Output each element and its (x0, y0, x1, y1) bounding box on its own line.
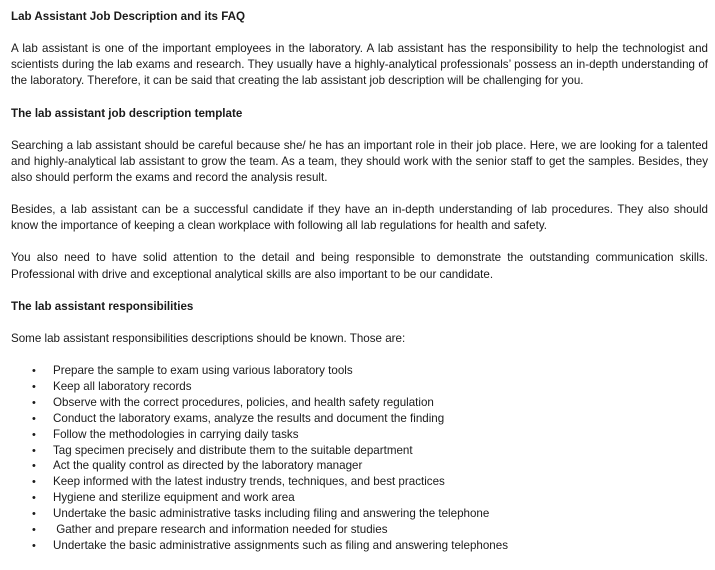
list-item-text: Tag specimen precisely and distribute them to the suitable department (53, 443, 413, 457)
template-paragraph-2: Besides, a lab assistant can be a successful candidate if they have an in-depth understanding of lab procedures. They also should know the importance of keeping a clean workplace with following all lab regulations for health and safety. (11, 203, 708, 233)
list-item (11, 474, 708, 490)
spacer (11, 186, 708, 202)
bullet-icon: • (32, 396, 36, 409)
spacer (11, 234, 708, 250)
list-item (11, 379, 708, 395)
responsibilities-list (11, 363, 708, 554)
spacer (11, 347, 708, 363)
list-item (11, 411, 708, 427)
list-item (11, 506, 708, 522)
template-paragraph-3: You also need to have solid attention to the detail and being responsible to demonstrate the outstanding communication skills. Professional with drive and exceptional analytical skills are also important to be our candidate. (11, 251, 708, 281)
list-item (11, 363, 708, 379)
list-item-text: Undertake the basic administrative tasks including filing and answering the telephone (53, 507, 490, 521)
list-item-text: Conduct the laboratory exams, analyze the results and document the finding (53, 411, 445, 425)
spacer (11, 25, 708, 41)
list-item (11, 443, 708, 459)
bullet-icon: • (32, 412, 36, 425)
bullet-icon: • (32, 523, 36, 536)
bullet-icon: • (32, 476, 36, 489)
list-item-text: Follow the methodologies in carrying daily tasks (53, 427, 299, 441)
list-item (11, 458, 708, 474)
spacer (11, 283, 708, 299)
list-item (11, 490, 708, 506)
page-title: Lab Assistant Job Description and its FAQ (11, 10, 246, 23)
list-item (11, 522, 708, 538)
list-item (11, 395, 708, 411)
section-heading-template: The lab assistant job description template (11, 106, 243, 120)
spacer (11, 122, 708, 138)
intro-paragraph: A lab assistant is one of the important employees in the laboratory. A lab assistant has the responsibility to help the technologist and scientists during the lab exams and research. They usually have a highly-analytical professionals’ possess an in-depth understanding of the laboratory. Therefore, it can be said that creating the lab assistant job description will be challenging for you. (11, 42, 708, 88)
bullet-icon: • (32, 539, 36, 552)
spacer (11, 89, 708, 105)
list-item (11, 538, 708, 554)
list-item-text: Prepare the sample to exam using various laboratory tools (53, 364, 353, 378)
list-item-text: Keep all laboratory records (53, 379, 192, 393)
list-item-text: Hygiene and sterilize equipment and work area (53, 491, 295, 505)
bullet-icon: • (32, 460, 36, 473)
document-body (11, 9, 708, 554)
spacer (11, 315, 708, 331)
bullet-icon: • (32, 492, 36, 505)
list-item-text: Undertake the basic administrative assignments such as filing and answering telephones (53, 538, 508, 552)
section-heading-responsibilities: The lab assistant responsibilities (11, 299, 194, 313)
responsibilities-intro: Some lab assistant responsibilities descriptions should be known. Those are: (11, 331, 406, 345)
template-paragraph-1: Searching a lab assistant should be careful because she/ he has an important role in their job place. Here, we are looking for a talented and highly-analytical lab assistant to grow the team. As a team, they should work with the senior staff to get the samples. Besides, they also should perform the exams and record the analysis result. (11, 138, 708, 184)
list-item (11, 427, 708, 443)
bullet-icon: • (32, 508, 36, 521)
bullet-icon: • (32, 428, 36, 441)
list-item-text: Keep informed with the latest industry trends, techniques, and best practices (53, 475, 445, 489)
list-item-text: Act the quality control as directed by the laboratory manager (53, 459, 363, 473)
bullet-icon: • (32, 444, 36, 457)
bullet-icon: • (32, 380, 36, 393)
list-item-text: Gather and prepare research and information needed for studies (53, 522, 388, 536)
list-item-text: Observe with the correct procedures, policies, and health safety regulation (53, 395, 434, 409)
bullet-icon: • (32, 365, 36, 378)
